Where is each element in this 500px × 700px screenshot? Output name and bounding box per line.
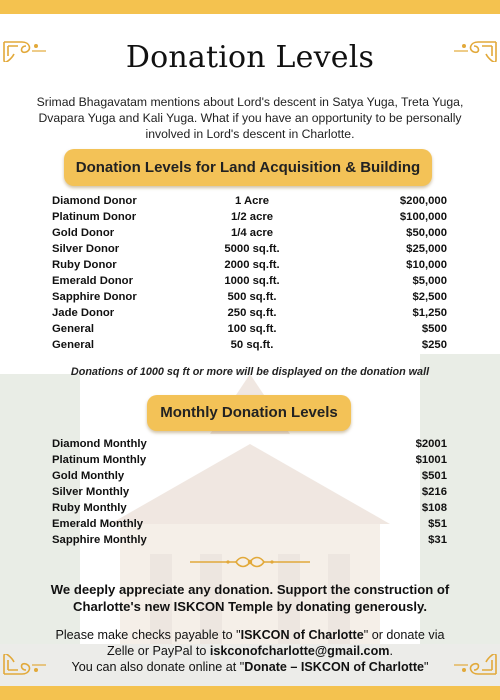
- table-row: [52, 291, 447, 307]
- level-name: Platinum Donor: [52, 211, 137, 223]
- table-row: [52, 195, 447, 211]
- level-amount: $100,000: [399, 211, 447, 223]
- level-area: 1/4 acre: [230, 227, 274, 239]
- page-title: Donation Levels: [125, 40, 375, 75]
- level-area: 1 Acre: [234, 195, 270, 207]
- table-row: [52, 259, 447, 275]
- level-name: Silver Donor: [52, 243, 120, 255]
- ornamental-divider-icon: [188, 554, 312, 570]
- level-name: Jade Donor: [52, 307, 115, 319]
- payment-text: You can also donate online at ": [71, 660, 245, 674]
- level-amount: $2001: [415, 438, 447, 450]
- level-amount: $108: [421, 502, 447, 514]
- level-name: Emerald Monthly: [52, 518, 144, 530]
- level-amount: $2,500: [412, 291, 447, 303]
- donation-wall-note: Donations of 1000 sq ft or more will be displayed on the donation wall: [70, 366, 430, 378]
- level-name: General: [52, 323, 95, 335]
- appreciation-message: We deeply appreciate any donation. Support the construction of Charlotte's new ISKCON Temple by donating generously.: [50, 582, 450, 614]
- table-row: [52, 323, 447, 339]
- payment-line-checks: [22, 627, 478, 643]
- level-name: Ruby Donor: [52, 259, 117, 271]
- level-area: 250 sq.ft.: [227, 307, 277, 319]
- table-row: [52, 339, 447, 355]
- level-area: 5000 sq.ft.: [224, 243, 280, 255]
- level-name: Diamond Donor: [52, 195, 137, 207]
- level-name: Emerald Donor: [52, 275, 133, 287]
- payee-name: ISKCON of Charlotte: [240, 628, 364, 642]
- payment-text: ": [424, 660, 429, 674]
- level-name: Gold Monthly: [52, 470, 125, 482]
- level-amount: $50,000: [406, 227, 447, 239]
- monthly-donation-table: [52, 438, 447, 550]
- level-amount: $10,000: [406, 259, 447, 271]
- table-row: [52, 243, 447, 259]
- payment-line-zelle: [22, 643, 478, 659]
- payment-line-online: [22, 659, 478, 675]
- table-row: [52, 211, 447, 227]
- level-amount: $5,000: [412, 275, 447, 287]
- level-name: General: [52, 339, 95, 351]
- table-row: [52, 518, 447, 534]
- level-area: 2000 sq.ft.: [224, 259, 280, 271]
- payment-text: " or donate via: [363, 628, 445, 642]
- table-row: [52, 502, 447, 518]
- level-name: Silver Monthly: [52, 486, 130, 498]
- level-amount: $250: [421, 339, 447, 351]
- table-row: [52, 486, 447, 502]
- table-row: [52, 454, 447, 470]
- level-amount: $216: [421, 486, 447, 498]
- table-row: [52, 470, 447, 486]
- level-amount: $501: [421, 470, 447, 482]
- table-row: [52, 438, 447, 454]
- payment-instructions: [22, 627, 478, 675]
- monthly-section-heading: Monthly Donation Levels: [147, 395, 351, 431]
- level-amount: $200,000: [399, 195, 447, 207]
- level-amount: $1001: [415, 454, 447, 466]
- level-area: 1000 sq.ft.: [224, 275, 280, 287]
- payment-text: Zelle or PayPal to: [107, 644, 210, 658]
- donation-flyer: [0, 14, 500, 686]
- land-donation-table: [52, 195, 447, 355]
- table-row: [52, 275, 447, 291]
- donation-email: iskconofcharlotte@gmail.com: [209, 644, 390, 658]
- table-row: [52, 307, 447, 323]
- intro-text: Srimad Bhagavatam mentions about Lord's descent in Satya Yuga, Treta Yuga, Dvapara Yuga and Kali Yuga. What if you have an opportunity to be personally involved in Lord's descent in Charlotte.: [36, 95, 464, 141]
- level-name: Sapphire Donor: [52, 291, 137, 303]
- payment-text: Please make checks payable to ": [55, 628, 241, 642]
- level-name: Platinum Monthly: [52, 454, 147, 466]
- table-row: [52, 534, 447, 550]
- level-area: 500 sq.ft.: [227, 291, 277, 303]
- level-amount: $25,000: [406, 243, 447, 255]
- level-name: Ruby Monthly: [52, 502, 127, 514]
- level-amount: $500: [421, 323, 447, 335]
- level-amount: $1,250: [412, 307, 447, 319]
- online-donation-name: Donate – ISKCON of Charlotte: [244, 660, 425, 674]
- level-name: Gold Donor: [52, 227, 115, 239]
- level-name: Diamond Monthly: [52, 438, 147, 450]
- level-name: Sapphire Monthly: [52, 534, 147, 546]
- level-area: 100 sq.ft.: [227, 323, 277, 335]
- payment-text: .: [389, 644, 393, 658]
- level-area: 1/2 acre: [230, 211, 274, 223]
- level-amount: $51: [428, 518, 447, 530]
- land-section-heading: Donation Levels for Land Acquisition & Building: [64, 149, 432, 186]
- table-row: [52, 227, 447, 243]
- level-area: 50 sq.ft.: [230, 339, 274, 351]
- level-amount: $31: [428, 534, 447, 546]
